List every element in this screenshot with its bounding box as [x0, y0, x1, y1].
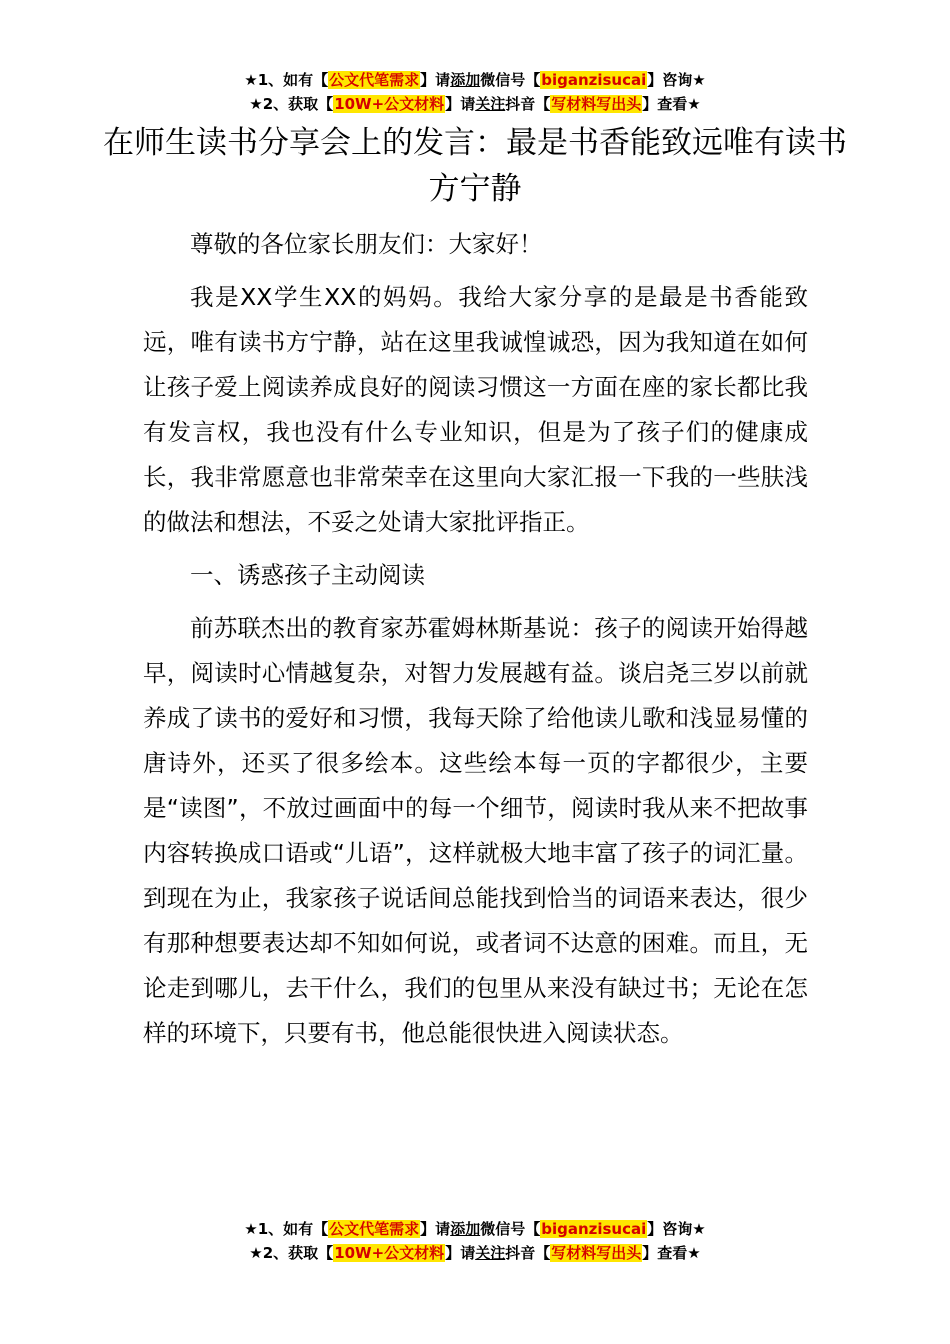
banner-text: 】查看★: [642, 1244, 701, 1262]
banner-underline: 关注: [475, 95, 506, 113]
banner-text: ★1、如有【: [244, 1220, 329, 1238]
banner-text: 微信号【: [480, 71, 541, 89]
banner-douyin-id: 写材料写出头: [551, 95, 642, 113]
banner-douyin-id: 写材料写出头: [551, 1244, 642, 1262]
header-banner: [0, 68, 950, 116]
banner-text: 】咨询★: [647, 1220, 706, 1238]
footer-banner: [0, 1217, 950, 1265]
banner-text: 微信号【: [480, 1220, 541, 1238]
banner-line-1: [0, 1217, 950, 1241]
banner-text: 】请: [445, 1244, 476, 1262]
banner-text: ★1、如有【: [244, 71, 329, 89]
banner-wechat-id: biganzisucai: [541, 71, 647, 89]
banner-text: 】请: [420, 71, 451, 89]
banner-text: ★2、获取【: [249, 95, 334, 113]
body-paragraph: 我是XX学生XX的妈妈。我给大家分享的是最是书香能致远，唯有读书方宁静，站在这里我诚惶诚恐，因为我知道在如何让孩子爱上阅读养成良好的阅读习惯这一方面在座的家长都比我有发言权，我也没有什么专业知识，但是为了孩子们的健康成长，我非常愿意也非常荣幸在这里向大家汇报一下我的一些肤浅的做法和想法，不妥之处请大家批评指正。: [143, 283, 808, 536]
banner-line-2: [0, 1241, 950, 1265]
banner-text: 】咨询★: [647, 71, 706, 89]
banner-highlight: 公文代笔需求: [329, 71, 420, 89]
banner-wechat-id: biganzisucai: [541, 1220, 647, 1238]
body-paragraph: 前苏联杰出的教育家苏霍姆林斯基说：孩子的阅读开始得越早，阅读时心情越复杂，对智力发展越有益。谈启尧三岁以前就养成了读书的爱好和习惯，我每天除了给他读儿歌和浅显易懂的唐诗外，还买了很多绘本。这些绘本每一页的字都很少，主要是“读图”，不放过画面中的每一个细节，阅读时我从来不把故事内容转换成口语或“儿语”，这样就极大地丰富了孩子的词汇量。到现在为止，我家孩子说话间总能找到恰当的词语来表达，很少有那种想要表达却不知如何说，或者词不达意的困难。而且，无论走到哪儿，去干什么，我们的包里从来没有缺过书；无论在怎样的环境下，只要有书，他总能很快进入阅读状态。: [143, 614, 808, 1047]
banner-text: 】查看★: [642, 95, 701, 113]
banner-underline: 关注: [475, 1244, 506, 1262]
banner-highlight: 公文代笔需求: [329, 1220, 420, 1238]
banner-highlight: 10W+公文材料: [334, 1244, 445, 1262]
banner-underline: 添加: [450, 1220, 481, 1238]
banner-text: 抖音【: [505, 95, 551, 113]
banner-underline: 添加: [450, 71, 481, 89]
banner-highlight: 10W+公文材料: [334, 95, 445, 113]
banner-line-1: [0, 68, 950, 92]
banner-line-2: [0, 92, 950, 116]
section-heading: 一、诱惑孩子主动阅读: [190, 561, 425, 589]
document-body: [143, 222, 808, 1064]
banner-text: ★2、获取【: [249, 1244, 334, 1262]
document-title: 在师生读书分享会上的发言：最是书香能致远唯有读书方宁静: [103, 125, 847, 207]
banner-text: 抖音【: [505, 1244, 551, 1262]
banner-text: 】请: [445, 95, 476, 113]
banner-text: 】请: [420, 1220, 451, 1238]
salutation: 尊敬的各位家长朋友们：大家好！: [190, 230, 543, 258]
